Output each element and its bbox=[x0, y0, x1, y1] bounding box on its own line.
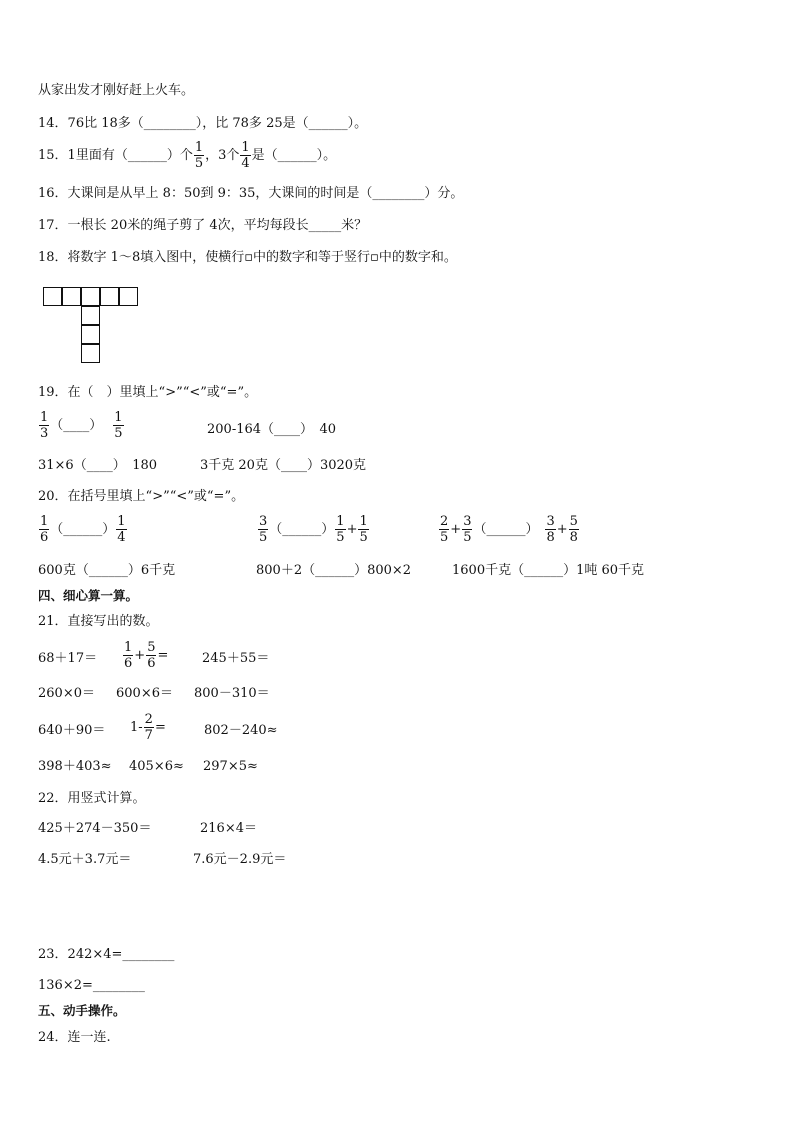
q13-tail: 从家出发才刚好赶上火车。 bbox=[38, 83, 195, 98]
q20-row-2-a: 600克（______）6千克 bbox=[38, 563, 176, 578]
q21-r1-c: 245＋55＝ bbox=[202, 651, 270, 666]
q20-row-1-a bbox=[38, 514, 128, 545]
q21-fraction: $\frac{1}{6}$ bbox=[124, 640, 133, 671]
question-23-a: 23．242×4=________ bbox=[38, 947, 175, 962]
q20-fraction: $\frac{3}{8}$ bbox=[546, 514, 555, 545]
grid-cell-col-4[interactable] bbox=[81, 344, 100, 363]
question-16: 16．大课间是从早上 8：50到 9：35，大课间的时间是（________）分。 bbox=[38, 186, 464, 201]
q20-row-2-c: 1600千克（______）1吨 60千克 bbox=[452, 563, 645, 578]
equals-sign: = bbox=[154, 719, 166, 735]
q21-r4-b: 405×6≈ bbox=[129, 759, 184, 774]
question-23-b: 136×2=________ bbox=[38, 978, 145, 993]
question-15 bbox=[38, 140, 336, 171]
q15-text-a: 15．1里面有（______）个 bbox=[38, 147, 193, 163]
q22-r2-b: 7.6元－2.9元＝ bbox=[193, 852, 287, 867]
q22-r1-a: 425＋274－350＝ bbox=[38, 821, 152, 836]
q19-fraction-1-5: $\frac{1}{5}$ bbox=[114, 410, 123, 441]
q20-row-1-b bbox=[257, 514, 370, 545]
plus-sign: + bbox=[134, 647, 146, 663]
q21-r3-b-prefix: 1- bbox=[130, 719, 143, 735]
grid-cell-row-3[interactable] bbox=[81, 287, 100, 306]
section-4-heading: 四、细心算一算。 bbox=[38, 588, 139, 603]
q21-fraction: $\frac{5}{6}$ bbox=[147, 640, 156, 671]
grid-cell-row-4[interactable] bbox=[100, 287, 119, 306]
grid-cell-row-5[interactable] bbox=[119, 287, 138, 306]
q20-fraction: $\frac{5}{8}$ bbox=[569, 514, 578, 545]
plus-sign: + bbox=[556, 521, 568, 537]
equals-sign: = bbox=[157, 647, 169, 663]
question-22-title: 22．用竖式计算。 bbox=[38, 791, 146, 806]
q21-r1-b bbox=[122, 640, 168, 671]
q21-r4-c: 297×5≈ bbox=[203, 759, 258, 774]
q20-fraction: $\frac{1}{5}$ bbox=[359, 514, 368, 545]
q15-text-b: ，3个 bbox=[205, 147, 240, 163]
q21-r4-a: 398＋403≈ bbox=[38, 759, 112, 774]
q20-fraction: $\frac{1}{4}$ bbox=[117, 514, 126, 545]
q19-row-2-a: 31×6（____） 180 bbox=[38, 458, 158, 473]
question-14: 14．76比 18多（________），比 78多 25是（______）。 bbox=[38, 116, 368, 131]
q22-r2-a: 4.5元＋3.7元＝ bbox=[38, 852, 132, 867]
q20-blank[interactable]: （______） bbox=[473, 521, 539, 537]
q20-fraction: $\frac{3}{5}$ bbox=[259, 514, 268, 545]
q20-blank[interactable]: （______） bbox=[50, 521, 116, 537]
q19-blank[interactable]: （____） bbox=[50, 417, 103, 433]
q20-row-1-c bbox=[438, 514, 580, 545]
q21-r2-a: 260×0＝ bbox=[38, 686, 95, 701]
q20-row-2-b: 800＋2（______）800×2 bbox=[256, 563, 412, 578]
q15-fraction-2: $\frac{1}{4}$ bbox=[241, 140, 250, 171]
q21-r3-b bbox=[130, 712, 166, 743]
q20-fraction: $\frac{1}{6}$ bbox=[40, 514, 49, 545]
q21-r2-c: 800－310＝ bbox=[194, 686, 270, 701]
question-21-title: 21．直接写出的数。 bbox=[38, 614, 159, 629]
q19-row-1-b: 200-164（____） 40 bbox=[207, 422, 337, 437]
question-20-title: 20．在括号里填上“>”“<”或“=”。 bbox=[38, 489, 245, 504]
plus-sign: + bbox=[346, 521, 358, 537]
q21-r2-b: 600×6＝ bbox=[116, 686, 173, 701]
q21-fraction: $\frac{2}{7}$ bbox=[144, 712, 153, 743]
question-18: 18．将数字 1～8填入图中，使横行▫中的数字和等于竖行▫中的数字和。 bbox=[38, 250, 457, 265]
grid-cell-col-3[interactable] bbox=[81, 325, 100, 344]
q15-text-c: 是（______）。 bbox=[251, 147, 337, 163]
q20-blank[interactable]: （______） bbox=[269, 521, 335, 537]
grid-cell-col-2[interactable] bbox=[81, 306, 100, 325]
q20-fraction: $\frac{3}{5}$ bbox=[463, 514, 472, 545]
q19-row-2-b: 3千克 20克（____）3020克 bbox=[200, 458, 367, 473]
q21-r3-a: 640＋90＝ bbox=[38, 723, 106, 738]
q19-fraction-1-3: $\frac{1}{3}$ bbox=[40, 410, 49, 441]
q19-row-1-a bbox=[38, 410, 125, 441]
section-5-heading: 五、动手操作。 bbox=[38, 1003, 126, 1018]
question-24: 24．连一连. bbox=[38, 1030, 111, 1045]
q20-fraction: $\frac{1}{5}$ bbox=[336, 514, 345, 545]
q20-fraction: $\frac{2}{5}$ bbox=[440, 514, 449, 545]
plus-sign: + bbox=[450, 521, 462, 537]
q22-r1-b: 216×4＝ bbox=[200, 821, 257, 836]
q21-r3-c: 802－240≈ bbox=[204, 723, 278, 738]
q15-fraction-1: $\frac{1}{5}$ bbox=[194, 140, 204, 171]
q21-r1-a: 68＋17＝ bbox=[38, 651, 98, 666]
question-19-title: 19．在（ ）里填上“>”“<”或“=”。 bbox=[38, 385, 258, 400]
grid-cell-row-2[interactable] bbox=[62, 287, 81, 306]
question-17: 17．一根长 20米的绳子剪了 4次，平均每段长_____米？ bbox=[38, 218, 368, 233]
grid-cell-row-1[interactable] bbox=[43, 287, 62, 306]
